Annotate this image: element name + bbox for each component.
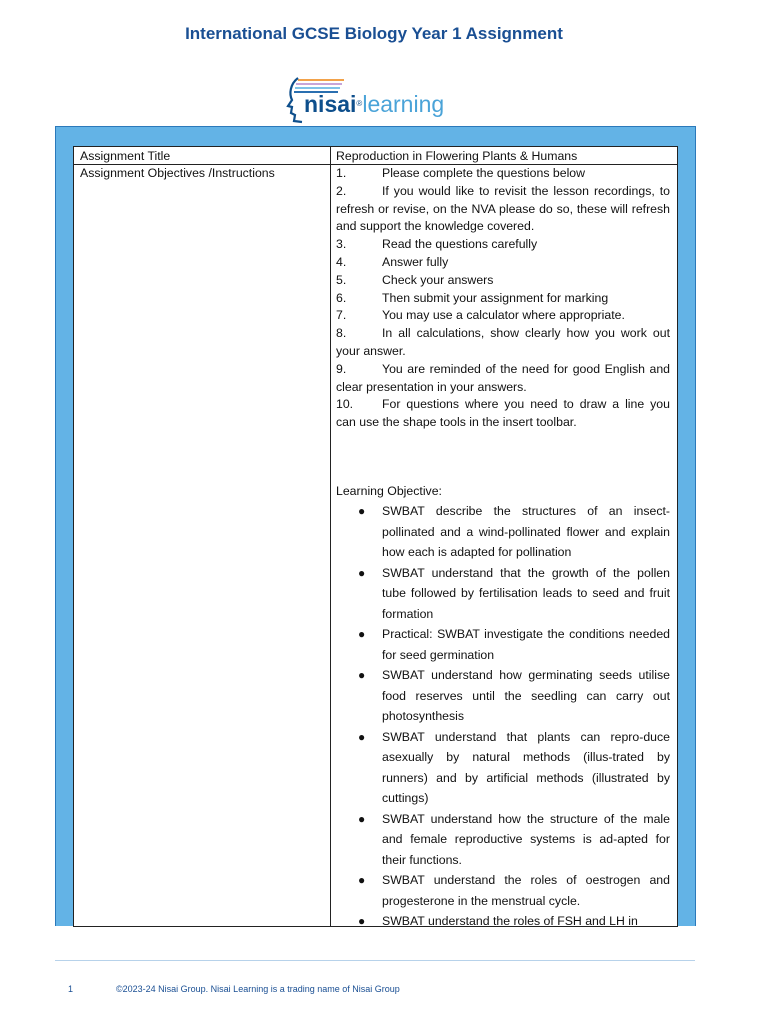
learning-objective-heading: Learning Objective: — [336, 484, 442, 498]
learning-objective-item — [336, 501, 670, 563]
instruction-item — [336, 325, 670, 361]
instruction-item — [336, 290, 670, 308]
learning-objective-item — [336, 911, 670, 932]
instruction-text: For questions where you need to draw a line you can use the shape tools in the insert toolbar. — [336, 397, 670, 430]
instruction-text: If you would like to revisit the lesson recordings, to refresh or revise, on the NVA please do so, these will refresh and support the knowledge covered. — [336, 183, 670, 234]
instruction-number: 4. — [336, 254, 347, 269]
instruction-item — [336, 254, 670, 272]
bullet-icon: ● — [358, 668, 366, 682]
instructions-list — [336, 165, 670, 432]
learning-objective-item — [336, 665, 670, 727]
instruction-item — [336, 165, 670, 183]
instruction-item — [336, 183, 670, 236]
instruction-item — [336, 236, 670, 254]
learning-objective-text: SWBAT understand the roles of FSH and LH in — [382, 914, 638, 928]
learning-objectives-list — [336, 501, 670, 932]
instruction-text: You are reminded of the need for good English and clear presentation in your answers. — [336, 361, 670, 394]
document-title: International GCSE Biology Year 1 Assignment — [185, 24, 563, 43]
instruction-item — [336, 361, 670, 397]
instruction-item — [336, 307, 670, 325]
instruction-number: 10. — [336, 397, 354, 412]
learning-objective-text: SWBAT understand that the growth of the pollen tube followed by fertilisation leads to seed and fruit formation — [382, 565, 670, 621]
bullet-icon: ● — [358, 729, 366, 744]
page-number: 1 — [68, 984, 74, 994]
bullet-icon: ● — [358, 565, 366, 580]
learning-objective-item — [336, 809, 670, 871]
learning-objective-text: SWBAT describe the structures of an insect-pollinated and a wind-pollinated flower and explain how each is adapted for pollination — [382, 504, 670, 559]
instruction-number: 9. — [336, 361, 347, 376]
bullet-icon: ● — [358, 873, 366, 887]
learning-objective-item — [336, 727, 670, 809]
footer-divider — [55, 960, 695, 961]
instruction-text: You may use a calculator where appropriate. — [382, 308, 625, 323]
logo-brand-text: nisai — [304, 91, 357, 117]
assignment-title-value: Reproduction in Flowering Plants & Humans — [336, 149, 578, 163]
instruction-number: 7. — [336, 308, 347, 323]
instruction-number: 2. — [336, 183, 347, 198]
instruction-text: Check your answers — [382, 272, 494, 287]
learning-objective-text: SWBAT understand the roles of oestrogen and progesterone in the menstrual cycle. — [382, 873, 670, 908]
logo-learning-text: learning — [362, 91, 445, 117]
nisai-learning-logo — [286, 76, 466, 126]
assignment-title-label: Assignment Title — [80, 149, 171, 163]
instruction-number: 5. — [336, 272, 347, 287]
instruction-text: Read the questions carefully — [382, 237, 538, 252]
instruction-number: 6. — [336, 290, 347, 305]
learning-objective-item — [336, 563, 670, 625]
objectives-label: Assignment Objectives /Instructions — [80, 166, 275, 180]
instruction-text: In all calculations, show clearly how you work out your answer. — [336, 326, 670, 358]
assignment-table — [73, 146, 678, 927]
learning-objective-text: SWBAT understand how the structure of the male and female reproductive systems is ad-apted for their functions. — [382, 811, 670, 867]
learning-objective-text: SWBAT understand how germinating seeds utilise food reserves until the seedling can carry out photosynthesis — [382, 668, 670, 723]
table-column-divider — [330, 147, 331, 926]
bullet-icon: ● — [358, 914, 366, 928]
instruction-item — [336, 396, 670, 432]
learning-objective-item — [336, 870, 670, 911]
instruction-number: 3. — [336, 237, 347, 252]
learning-objective-item — [336, 624, 670, 665]
instruction-text: Answer fully — [382, 254, 449, 269]
logo-registered-mark: ® — [356, 99, 363, 108]
instruction-text: Then submit your assignment for marking — [382, 290, 609, 305]
instruction-number: 8. — [336, 326, 347, 341]
instruction-item — [336, 272, 670, 290]
bullet-icon: ● — [358, 811, 366, 826]
bullet-icon: ● — [358, 627, 366, 641]
copyright-notice: ©2023-24 Nisai Group. Nisai Learning is a trading name of Nisai Group — [116, 984, 400, 994]
learning-objective-text: SWBAT understand that plants can repro-duce asexually by natural methods (illus-trated by runners) and by artificial methods (illustrated by cuttings) — [382, 729, 670, 805]
bullet-icon: ● — [358, 504, 366, 518]
instruction-number: 1. — [336, 166, 347, 180]
learning-objective-text: Practical: SWBAT investigate the conditions needed for seed germination — [382, 627, 670, 662]
instruction-text: Please complete the questions below — [382, 166, 586, 180]
